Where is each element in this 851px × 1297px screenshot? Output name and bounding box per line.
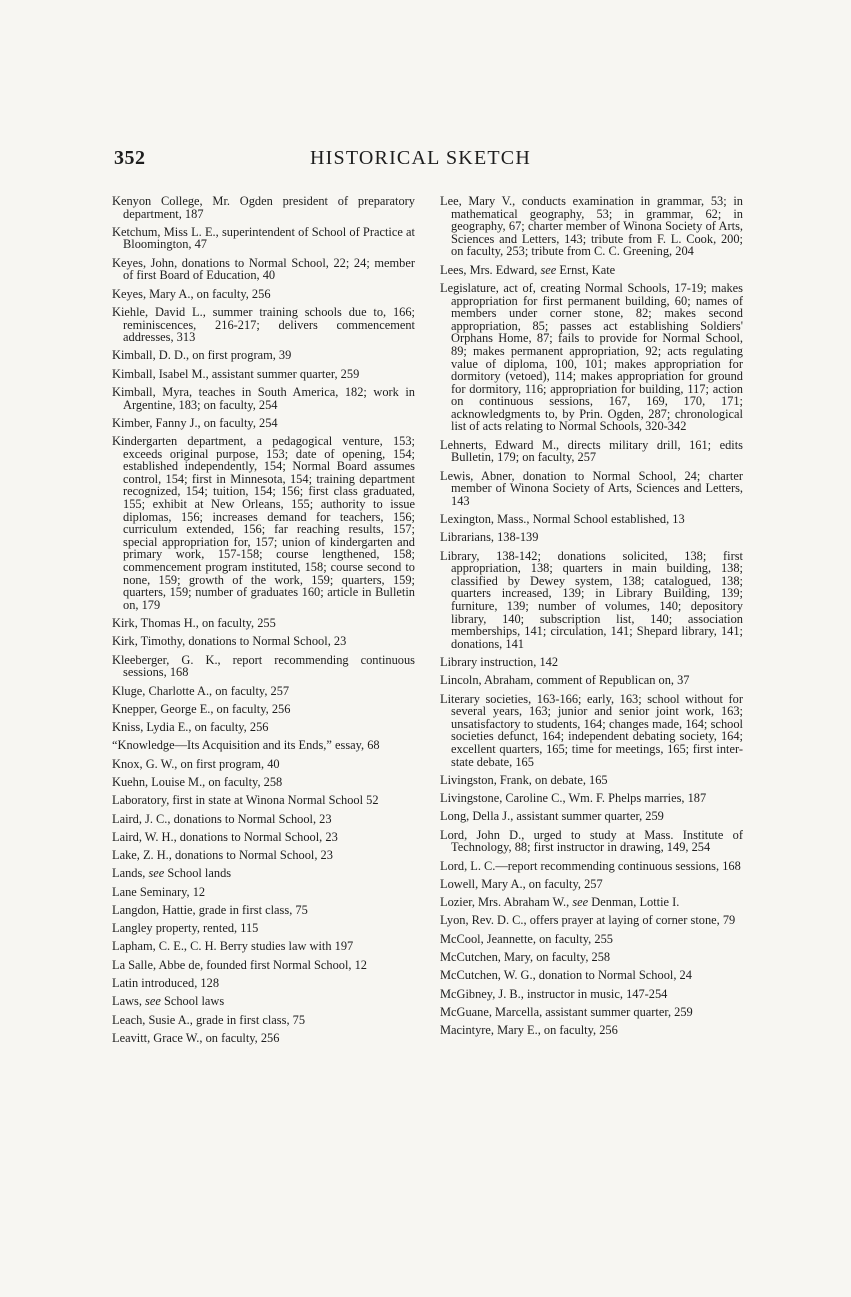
index-entry bbox=[112, 721, 415, 734]
index-entry bbox=[112, 368, 415, 381]
index-entry-text: Lehnerts, Edward M., directs military drill, 161; edits Bulletin, 179; on faculty, 257 bbox=[440, 437, 743, 465]
index-entry bbox=[112, 739, 415, 752]
index-entry-text: La Salle, Abbe de, founded first Normal School, 12 bbox=[112, 957, 367, 972]
index-entry-text: McGuane, Marcella, assistant summer quarter, 259 bbox=[440, 1004, 693, 1019]
index-entry bbox=[112, 654, 415, 679]
index-entry-text: Kluge, Charlotte A., on faculty, 257 bbox=[112, 683, 290, 698]
index-entry-text: Lyon, Rev. D. C., offers prayer at laying of corner stone, 79 bbox=[440, 913, 736, 928]
index-entry-text: McCool, Jeannette, on faculty, 255 bbox=[440, 931, 613, 946]
index-entry-text: McCutchen, Mary, on faculty, 258 bbox=[440, 950, 611, 965]
index-entry-text: Lozier, Mrs. Abraham W., bbox=[440, 895, 573, 910]
index-entry-text: Legislature, act of, creating Normal Schools, 17-19; makes appropriation for first permanent building, 60; names of members under corner stone, 82; makes second appropriation, 85; passes act establishing Soldiers' Orphans Home, 87; fails to provide for Normal School, 89; makes permanent appropriation, 92; acts regulating value of diploma, 100, 101; makes appropriation for dormitory (vetoed), 114; makes appropriation for ground for dormitory, 116; appropriation for building, 117; action on continuous sessions, 167, 169, 170, 171; acknowledgments to, by Prin. Ogden, 287; chronological list of acts relating to Normal Schools, 320-342 bbox=[440, 280, 743, 434]
index-entry bbox=[112, 1014, 415, 1027]
index-entry bbox=[440, 951, 743, 964]
index-entry-text: Livingstone, Caroline C., Wm. F. Phelps marries, 187 bbox=[440, 791, 707, 806]
index-entry bbox=[112, 417, 415, 430]
index-entry bbox=[440, 282, 743, 433]
running-head: HISTORICAL SKETCH bbox=[310, 147, 531, 169]
index-entry bbox=[440, 878, 743, 891]
index-entry bbox=[440, 810, 743, 823]
index-entry-text: Lake, Z. H., donations to Normal School, 23 bbox=[112, 848, 333, 863]
see-reference: see bbox=[572, 895, 589, 910]
index-entry bbox=[112, 922, 415, 935]
index-entry bbox=[112, 959, 415, 972]
index-entry bbox=[112, 435, 415, 611]
see-target: Ernst, Kate bbox=[556, 262, 616, 277]
index-entry-text: Lincoln, Abraham, comment of Republican on, 37 bbox=[440, 673, 690, 688]
index-entry bbox=[440, 513, 743, 526]
index-entry bbox=[112, 904, 415, 917]
index-entry-text: Lord, John D., urged to study at Mass. Institute of Technology, 88; first instructor in drawing, 149, 254 bbox=[440, 827, 743, 855]
index-entry bbox=[112, 195, 415, 220]
index-entry-text: Library, 138-142; donations solicited, 138; first appropriation, 138; quarters in main building, 138; classified by Dewey system, 138; catalogued, 138; quarters increased, 139; in Library Building, 139; furniture, 139; number of volumes, 140; depository library, 140; subscription list, 140; association memberships, 141; circulation, 141; Shepard library, 141; donations, 141 bbox=[440, 548, 743, 651]
index-entry bbox=[112, 386, 415, 411]
index-entry-text: Lapham, C. E., C. H. Berry studies law with 197 bbox=[112, 939, 354, 954]
index-entry-text: McCutchen, W. G., donation to Normal School, 24 bbox=[440, 968, 692, 983]
index-entry-text: Lexington, Mass., Normal School established, 13 bbox=[440, 512, 685, 527]
index-entry-text: Literary societies, 163-166; early, 163; school without for several years, 163; junior and senior joint work, 163; unsatisfactory to students, 164; changes made, 164; school societies defunct, 164; independent debating society, 164; excellent quarters, 165; time for meetings, 165; first inter-state debate, 165 bbox=[440, 691, 743, 769]
index-entry-text: Leavitt, Grace W., on faculty, 256 bbox=[112, 1030, 280, 1045]
index-entry-text: Kniss, Lydia E., on faculty, 256 bbox=[112, 720, 269, 735]
page-number: 352 bbox=[114, 147, 146, 169]
see-target: Denman, Lottie I. bbox=[588, 895, 680, 910]
index-entry-text: Macintyre, Mary E., on faculty, 256 bbox=[440, 1023, 618, 1038]
index-entry-text: Laird, J. C., donations to Normal School, 23 bbox=[112, 811, 332, 826]
see-target: School laws bbox=[160, 994, 225, 1009]
index-column-left bbox=[112, 195, 415, 1050]
index-entry bbox=[440, 550, 743, 651]
index-entry bbox=[440, 829, 743, 854]
index-entry bbox=[112, 995, 415, 1008]
index-entry-text: Library instruction, 142 bbox=[440, 655, 559, 670]
index-entry bbox=[440, 693, 743, 769]
index-entry bbox=[440, 1024, 743, 1037]
index-entry-text: Leach, Susie A., grade in first class, 75 bbox=[112, 1012, 306, 1027]
index-entry-text: Lands, bbox=[112, 866, 149, 881]
index-entry bbox=[112, 776, 415, 789]
index-entry bbox=[440, 933, 743, 946]
index-entry-text: Keyes, Mary A., on faculty, 256 bbox=[112, 286, 271, 301]
index-entry-text: Lane Seminary, 12 bbox=[112, 884, 206, 899]
index-entry-text: Keyes, John, donations to Normal School, 22; 24; member of first Board of Education, 40 bbox=[112, 255, 415, 283]
index-column-right bbox=[440, 195, 743, 1042]
index-entry-text: Kirk, Thomas H., on faculty, 255 bbox=[112, 616, 276, 631]
page-header bbox=[114, 147, 743, 171]
index-entry bbox=[112, 813, 415, 826]
index-entry-text: Latin introduced, 128 bbox=[112, 976, 220, 991]
index-entry-text: Lowell, Mary A., on faculty, 257 bbox=[440, 876, 603, 891]
index-entry bbox=[440, 969, 743, 982]
index-entry bbox=[112, 831, 415, 844]
index-entry bbox=[112, 226, 415, 251]
index-entry-text: Kimber, Fanny J., on faculty, 254 bbox=[112, 415, 278, 430]
index-entry bbox=[440, 439, 743, 464]
index-entry bbox=[440, 674, 743, 687]
index-entry bbox=[112, 257, 415, 282]
see-reference: see bbox=[148, 866, 165, 881]
index-entry bbox=[440, 914, 743, 927]
see-reference: see bbox=[540, 262, 557, 277]
index-entry-text: Langley property, rented, 115 bbox=[112, 921, 259, 936]
index-entry-text: McGibney, J. B., instructor in music, 147-254 bbox=[440, 986, 668, 1001]
index-entry-text: Kimball, D. D., on first program, 39 bbox=[112, 348, 292, 363]
index-entry bbox=[440, 860, 743, 873]
index-entry bbox=[112, 635, 415, 648]
index-entry-text: Kimball, Myra, teaches in South America, 182; work in Argentine, 183; on faculty, 254 bbox=[112, 384, 415, 412]
index-entry bbox=[112, 940, 415, 953]
index-entry-text: Langdon, Hattie, grade in first class, 75 bbox=[112, 902, 308, 917]
index-entry-text: “Knowledge—Its Acquisition and its Ends,” essay, 68 bbox=[112, 738, 380, 753]
index-entry-text: Kirk, Timothy, donations to Normal School, 23 bbox=[112, 634, 347, 649]
index-entry bbox=[112, 886, 415, 899]
index-entry bbox=[112, 867, 415, 880]
index-entry bbox=[440, 774, 743, 787]
index-entry-text: Lord, L. C.—report recommending continuous sessions, 168 bbox=[440, 858, 741, 873]
index-entry-text: Ketchum, Miss L. E., superintendent of School of Practice at Bloomington, 47 bbox=[112, 224, 415, 252]
index-entry bbox=[112, 977, 415, 990]
index-entry-text: Kleeberger, G. K., report recommending continuous sessions, 168 bbox=[112, 652, 415, 680]
index-entry bbox=[440, 195, 743, 258]
index-entry-text: Kimball, Isabel M., assistant summer quarter, 259 bbox=[112, 366, 360, 381]
index-entry bbox=[440, 470, 743, 508]
index-entry bbox=[440, 531, 743, 544]
index-entry-text: Long, Della J., assistant summer quarter, 259 bbox=[440, 809, 664, 824]
index-entry bbox=[440, 656, 743, 669]
index-entry-text: Laboratory, first in state at Winona Normal School 52 bbox=[112, 793, 379, 808]
index-entry-text: Laws, bbox=[112, 994, 146, 1009]
see-reference: see bbox=[145, 994, 161, 1009]
index-entry bbox=[440, 264, 743, 277]
index-entry-text: Lewis, Abner, donation to Normal School, 24; charter member of Winona Society of Arts, Sciences and Letters, 143 bbox=[440, 468, 743, 508]
index-entry bbox=[440, 988, 743, 1001]
index-entry-text: Livingston, Frank, on debate, 165 bbox=[440, 772, 608, 787]
index-entry-text: Kuehn, Louise M., on faculty, 258 bbox=[112, 774, 283, 789]
index-entry-text: Knepper, George E., on faculty, 256 bbox=[112, 701, 291, 716]
index-entry bbox=[112, 794, 415, 807]
see-target: School lands bbox=[164, 866, 232, 881]
index-entry bbox=[440, 896, 743, 909]
index-entry-text: Kenyon College, Mr. Ogden president of preparatory department, 187 bbox=[112, 194, 415, 221]
index-entry bbox=[112, 703, 415, 716]
index-entry bbox=[112, 849, 415, 862]
index-entry-text: Kindergarten department, a pedagogical venture, 153; exceeds original purpose, 153; date of opening, 154; established independently, 154; Normal Board assumes control, 154; first in Minnesota, 154; training department recognized, 154; tuition, 154; 156; first class graduated, 155; exhibit at New Orleans, 155; authority to issue diplomas, 156; increases demand for teachers, 156; curriculum extended, 156; far reaching results, 157; special appropriation for, 157; union of kindergarten and primary work, 157-158; course lengthened, 158; commencement program instituted, 158; course second to none, 159; growth of the work, 159; quarters, 159; quarters, 159; number of graduates 160; article in Bulletin on, 179 bbox=[112, 434, 415, 612]
index-entry-text: Librarians, 138-139 bbox=[440, 530, 539, 545]
index-entry bbox=[112, 617, 415, 630]
index-entry-text: Lees, Mrs. Edward, bbox=[440, 262, 541, 277]
index-entry bbox=[112, 685, 415, 698]
index-entry bbox=[112, 349, 415, 362]
index-entry-text: Lee, Mary V., conducts examination in grammar, 53; in mathematical geography, 53; in grammar, 62; in geography, 67; charter member of Winona Society of Arts, Sciences and Letters, 143; tribute from F. L. Cook, 200; on faculty, 253; tribute from C. C. Greening, 204 bbox=[440, 194, 743, 259]
index-entry bbox=[112, 758, 415, 771]
index-entry-text: Laird, W. H., donations to Normal School, 23 bbox=[112, 829, 338, 844]
index-entry bbox=[440, 1006, 743, 1019]
index-entry-text: Kiehle, David L., summer training schools due to, 166; reminiscences, 216-217; delivers commencement addresses, 313 bbox=[112, 304, 415, 345]
index-entry bbox=[112, 1032, 415, 1045]
index-entry bbox=[112, 288, 415, 301]
index-entry-text: Knox, G. W., on first program, 40 bbox=[112, 756, 280, 771]
index-entry bbox=[112, 306, 415, 344]
index-entry bbox=[440, 792, 743, 805]
